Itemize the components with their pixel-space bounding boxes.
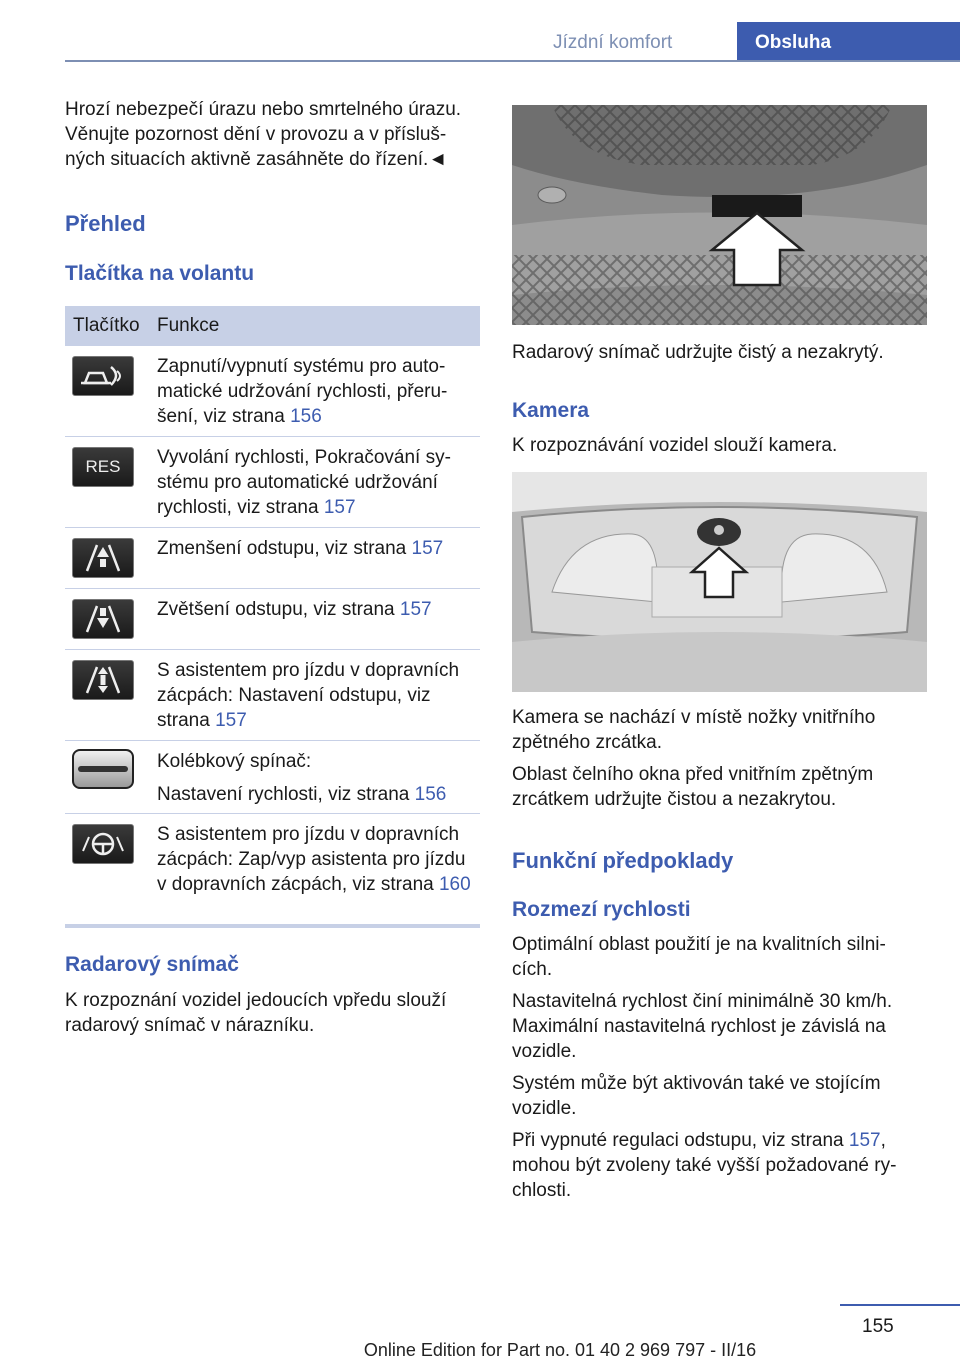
warning-text: Hrozí nebezpečí úrazu nebo smrtelného úrazu. Věnujte pozornost dění v provozu a v přísluš- ných situacích aktivně zasáhněte do řízení.◄ <box>65 99 462 170</box>
table-row <box>65 741 480 814</box>
header-rule <box>65 60 960 62</box>
camera-location-text: Kamera se nachází v místě nožky vnitřního zpětného zrcátka. <box>512 707 876 753</box>
rocker-switch-label: Kolébkový spínač: <box>157 751 312 772</box>
radar-title: Radarový snímač <box>65 953 239 976</box>
table-row-text: Zapnutí/vypnutí systému pro auto- matické udržování rychlosti, přeru- šení, viz strana 156 <box>157 356 448 427</box>
radar-sensor-image <box>512 105 927 325</box>
table-row <box>65 814 480 926</box>
camera-text: K rozpoznávání vozidel slouží kamera. <box>512 435 838 456</box>
requirements-p1: Optimální oblast použití je na kvalitních silni- cích. <box>512 934 886 980</box>
table-row <box>65 589 480 650</box>
rocker-switch-icon <box>72 749 134 789</box>
table-row <box>65 528 480 589</box>
table-row-text: Zvětšení odstupu, viz strana 157 <box>157 599 432 620</box>
requirements-p3: Systém může být aktivován také ve stojícím vozidle. <box>512 1073 881 1119</box>
distance-decrease-icon <box>72 538 134 578</box>
table-col-button: Tlačítko <box>73 315 140 336</box>
table-row-text: Vyvolání rychlosti, Pokračování sy- stému pro automatické udržování rychlosti, viz strana 157 <box>157 447 451 518</box>
header-tab-label: Obsluha <box>755 32 832 53</box>
edition-note: Online Edition for Part no. 01 40 2 969 797 - II/16 <box>363 1340 757 1360</box>
table-row-text: Kolébkový spínač: Nastavení rychlosti, viz strana 156 <box>157 749 477 807</box>
table-row <box>65 346 480 437</box>
radar-text: K rozpoznání vozidel jedoucích vpředu slouží radarový snímač v nárazníku. <box>65 990 447 1036</box>
buttons-table <box>65 306 480 926</box>
table-col-function: Funkce <box>157 315 220 336</box>
camera-cleaning-text: Oblast čelního okna před vnitřním zpětným zrcátkem udržujte čistou a nezakrytou. <box>512 764 874 810</box>
traffic-jam-assist-icon <box>72 824 134 864</box>
header-tab <box>737 22 960 62</box>
radar-caption: Radarový snímač udržujte čistý a nezakrytý. <box>512 342 884 363</box>
overview-subtitle: Tlačítka na volantu <box>65 262 255 285</box>
distance-increase-icon <box>72 599 134 639</box>
table-row-text: S asistentem pro jízdu v dopravních zácpách: Nastavení odstupu, viz strana 157 <box>157 660 460 731</box>
footer-rule <box>840 1304 960 1306</box>
speed-control-icon <box>72 356 134 396</box>
table-row <box>65 650 480 741</box>
table-row-text: Zmenšení odstupu, viz strana 157 <box>157 538 444 559</box>
res-icon: RES <box>72 447 134 487</box>
requirements-p2: Nastavitelná rychlost činí minimálně 30 km/h. Maximální nastavitelná rychlost je závislá na vozidle. <box>512 991 893 1062</box>
speed-range-title: Rozmezí rychlosti <box>512 898 691 921</box>
header-section: Jízdní komfort <box>553 32 673 53</box>
table-end-rule <box>65 924 480 928</box>
page-number: 155 <box>862 1316 894 1337</box>
requirements-p4: Při vypnuté regulaci odstupu, viz strana 157, mohou být zvoleny také vyšší požadované ry- chlosti. <box>512 1130 897 1201</box>
page-link[interactable]: 157 <box>848 1130 881 1151</box>
requirements-title: Funkční předpoklady <box>512 848 734 873</box>
camera-image <box>512 472 927 692</box>
camera-title: Kamera <box>512 399 590 422</box>
table-row <box>65 437 480 528</box>
traffic-jam-distance-icon <box>72 660 134 700</box>
table-header <box>65 306 480 346</box>
overview-title: Přehled <box>65 211 146 236</box>
table-row-text: S asistentem pro jízdu v dopravních zácpách: Zap/vyp asistenta pro jízdu v dopravních zácpách, viz strana 160 <box>157 824 471 895</box>
